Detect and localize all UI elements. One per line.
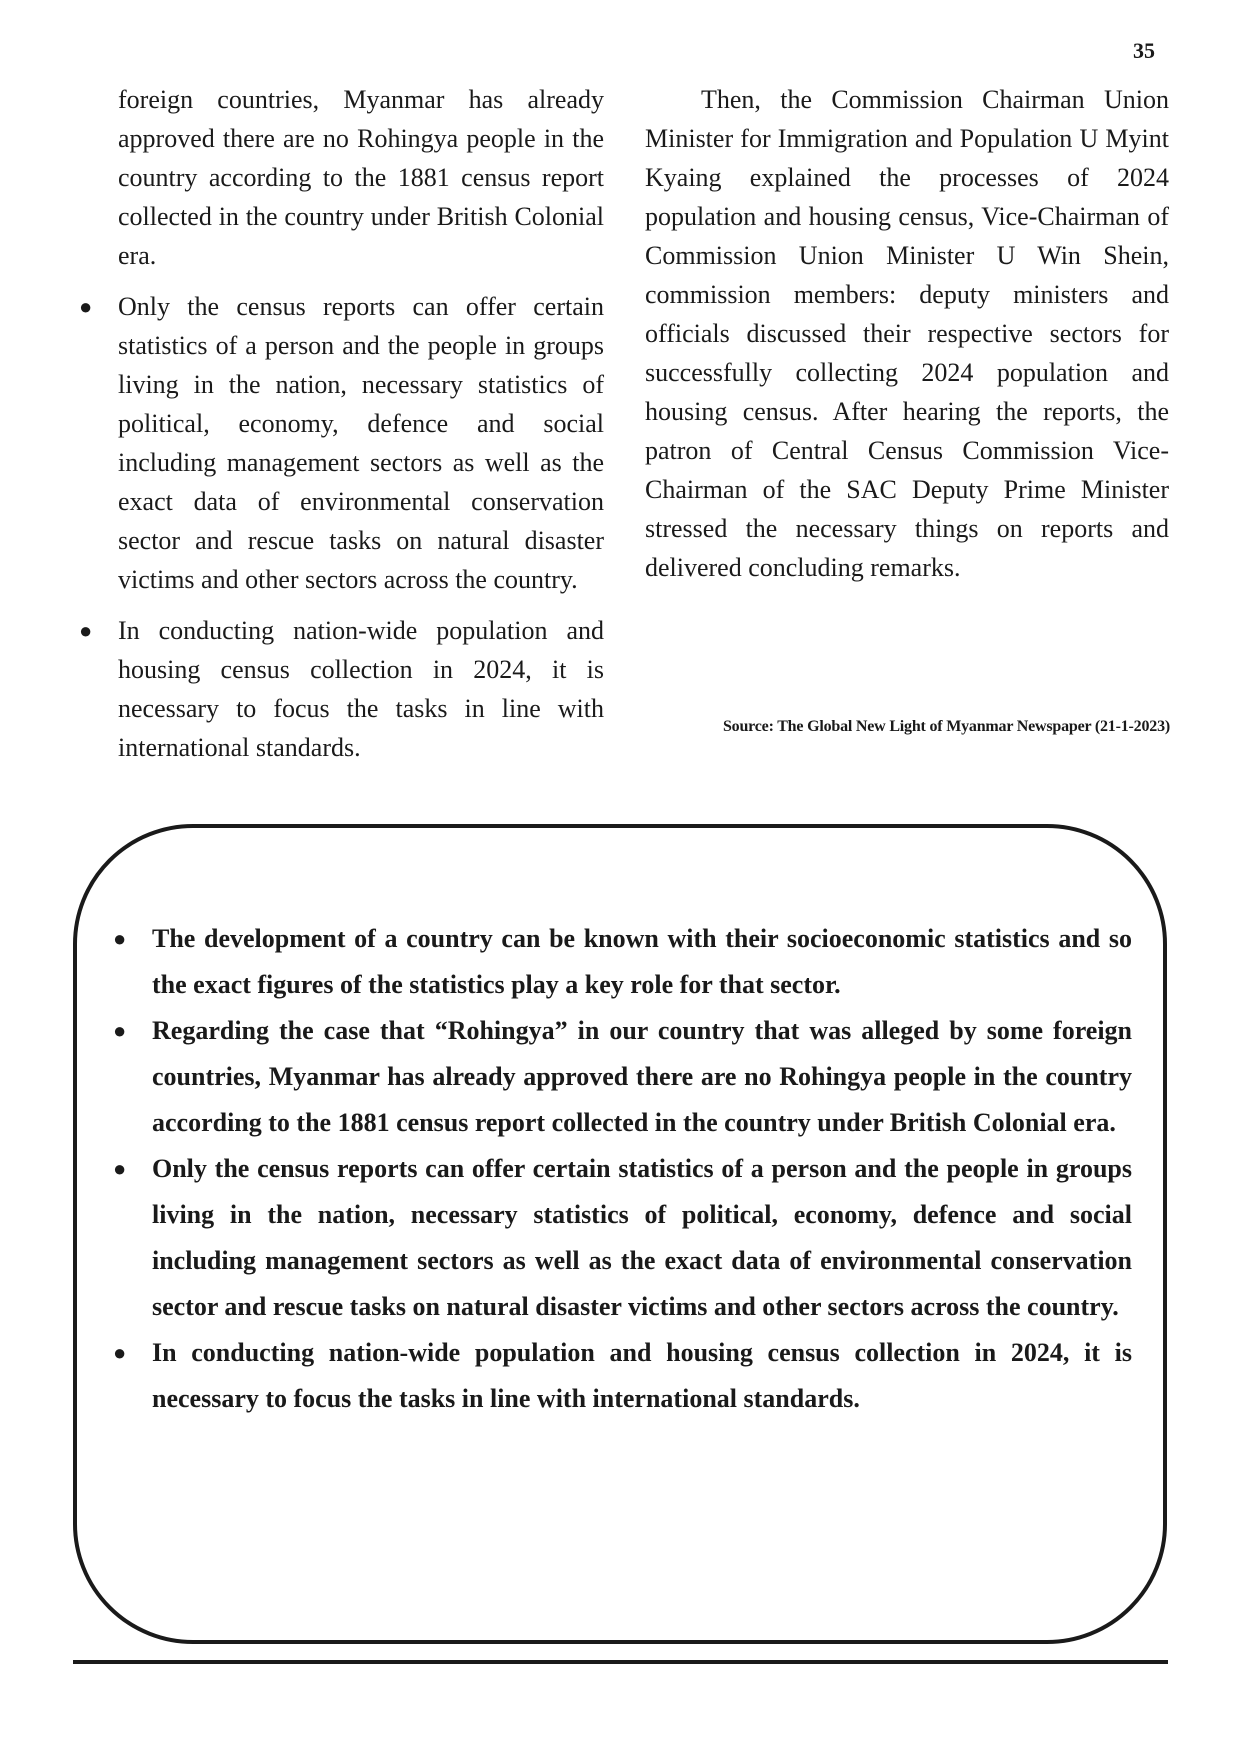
left-bullet-list [79, 287, 604, 767]
bullet-icon: ● [113, 926, 127, 951]
continued-paragraph: foreign countries, Myanmar has already approved there are no Rohingya people in the country according to the 1881 census report collected in the country under British Colonial era. [118, 85, 604, 270]
list-item [113, 1008, 1132, 1146]
bullet-icon: ● [113, 1156, 127, 1181]
right-column [645, 80, 1169, 587]
summary-bullet-list [113, 916, 1132, 1422]
list-item [113, 916, 1132, 1008]
list-item [113, 1146, 1132, 1330]
list-item-text: Regarding the case that “Rohingya” in our country that was alleged by some foreign countries, Myanmar has already approved there are no Rohingya people in the country according to the 1881 census report collected in the country under British Colonial era. [152, 1016, 1132, 1137]
bottom-divider [73, 1660, 1168, 1664]
list-item-text: In conducting nation-wide population and housing census collection in 2024, it is necessary to focus the tasks in line with international standards. [152, 1338, 1132, 1413]
bullet-icon: ● [79, 618, 93, 643]
list-item-text: The development of a country can be known with their socioeconomic statistics and so the exact figures of the statistics play a key role for that sector. [152, 924, 1132, 999]
bullet-icon: ● [113, 1340, 127, 1365]
list-item-text: Only the census reports can offer certain statistics of a person and the people in groups living in the nation, necessary statistics of political, economy, defence and social including management sectors as well as the exact data of environmental conservation sector and rescue tasks on natural disaster victims and other sectors across the country. [118, 292, 604, 594]
bullet-icon: ● [113, 1018, 127, 1043]
page-number: 35 [1133, 38, 1155, 63]
list-item-text: Only the census reports can offer certain statistics of a person and the people in groups living in the nation, necessary statistics of political, economy, defence and social including management sectors as well as the exact data of environmental conservation sector and rescue tasks on natural disaster victims and other sectors across the country. [152, 1154, 1132, 1321]
list-item [79, 287, 604, 599]
list-item-text: In conducting nation-wide population and housing census collection in 2024, it is necessary to focus the tasks in line with international standards. [118, 616, 604, 762]
bullet-icon: ● [79, 294, 93, 319]
list-item [79, 611, 604, 767]
source-citation: Source: The Global New Light of Myanmar Newspaper (21-1-2023) [722, 718, 1170, 735]
left-column [79, 80, 604, 767]
body-paragraph: Then, the Commission Chairman Union Minister for Immigration and Population U Myint Kyaing explained the processes of 2024 population and housing census, Vice-Chairman of Commission Union Minister U Win Shein, commission members: deputy ministers and officials discussed their respective sectors for successfully collecting 2024 population and housing census. After hearing the reports, the patron of Central Census Commission Vice-Chairman of the SAC Deputy Prime Minister stressed the necessary things on reports and delivered concluding remarks. [645, 85, 1169, 582]
list-item [113, 1330, 1132, 1422]
